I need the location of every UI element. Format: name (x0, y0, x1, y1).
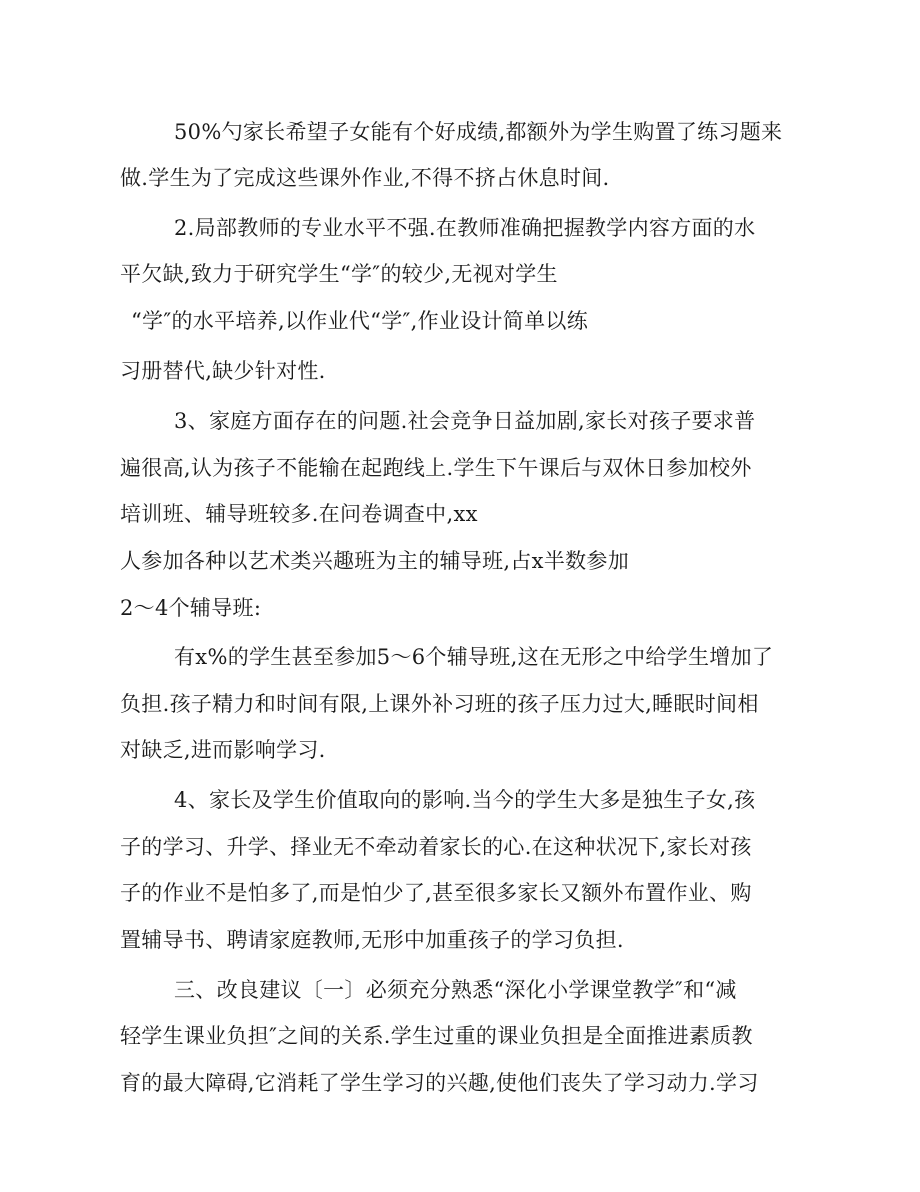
text-line: 人参加各种以艺术类兴趣班为主的辅导班,占x半数参加 (120, 549, 630, 573)
text-line: 3、家庭方面存在的问题.社会竞争日益加剧,家长对孩子要求普 (174, 409, 756, 433)
text-line: 三、改良建议〔一〕必须充分熟悉“深化小学课堂教学″和“减 (174, 978, 737, 1002)
text-line: 平欠缺,致力于研究学生“学″的较少,无视对学生 (120, 262, 558, 286)
text-line: 2.局部教师的专业水平不强.在教师准确把握教学内容方面的水 (174, 216, 756, 240)
text-line: “学″的水平培养,以作业代“学″,作业设计简单以练 (131, 309, 589, 333)
text-line: 对缺乏,进而影响学习. (120, 738, 326, 762)
text-line: 负担.孩子精力和时间有限,上课外补习班的孩子压力过大,睡眠时间相 (120, 692, 759, 716)
text-line: 做.学生为了完成这些课外作业,不得不挤占休息时间. (120, 166, 610, 190)
text-line: 培训班、辅导班较多.在问卷调查中,xx (120, 502, 478, 526)
text-line: 育的最大障碍,它消耗了学生学习的兴趣,使他们丧失了学习动力.学习 (120, 1071, 759, 1095)
text-line: 2〜4个辅导班: (120, 596, 262, 620)
text-line: 子的学习、升学、择业无不牵动着家长的心.在这种状况下,家长对孩 (120, 835, 752, 859)
text-line: 有x%的学生甚至参加5〜6个辅导班,这在无形之中给学生增加了 (174, 645, 774, 669)
text-line: 4、家长及学生价值取向的影响.当今的学生大多是独生子女,孩 (174, 788, 756, 812)
text-line: 遍很高,认为孩子不能输在起跑线上.学生下午课后与双休日参加校外 (120, 456, 752, 480)
text-line: 习册替代,缺少针对性. (120, 359, 326, 383)
text-line: 子的作业不是怕多了,而是怕少了,甚至很多家长又额外布置作业、购 (120, 881, 752, 905)
text-line: 50%勺家长希望子女能有个好成绩,都额外为学生购置了练习题来 (174, 120, 783, 144)
text-line: 置辅导书、聘请家庭教师,无形中加重孩子的学习负担. (120, 928, 624, 952)
text-line: 轻学生课业负担″之间的关系.学生过重的课业负担是全面推进素质教 (120, 1024, 753, 1048)
